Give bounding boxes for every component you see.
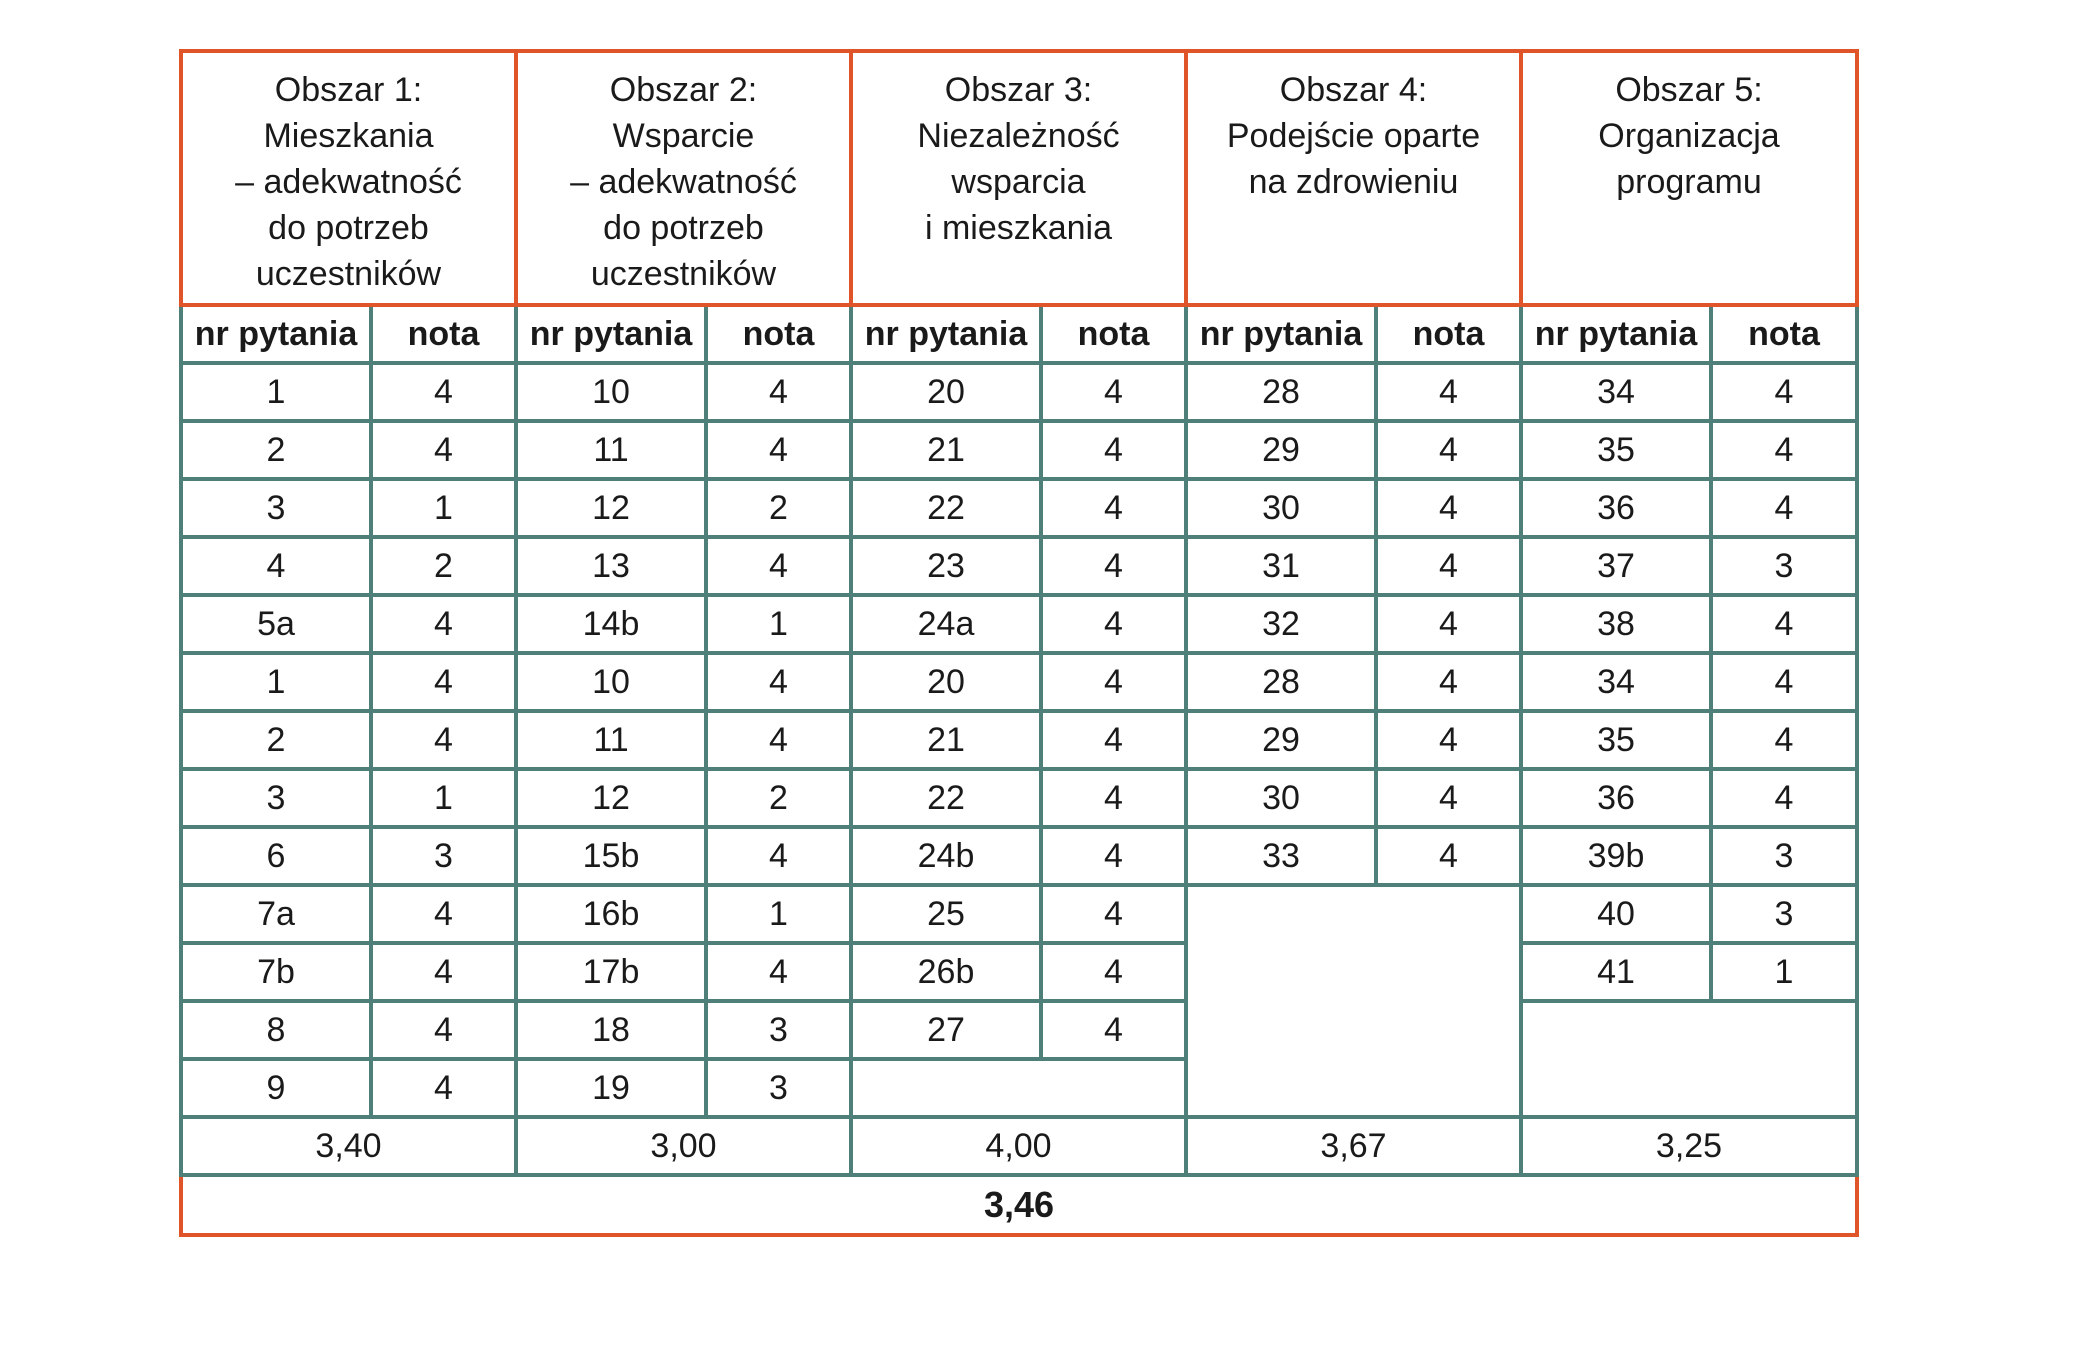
fidelity-score-table — [179, 49, 1859, 1237]
question-number-cell: 12 — [516, 479, 706, 537]
area-header-line: i mieszkania — [924, 209, 1113, 247]
score-cell: 4 — [706, 537, 851, 595]
score-cell: 4 — [371, 885, 516, 943]
question-number-header: nr pytania — [851, 305, 1041, 363]
table-row — [181, 653, 1857, 711]
score-cell: 4 — [1376, 479, 1521, 537]
question-number-cell: 8 — [181, 1001, 371, 1059]
area-header-4 — [1186, 51, 1521, 305]
score-cell: 4 — [1041, 711, 1186, 769]
score-cell: 4 — [1041, 885, 1186, 943]
question-number-cell: 14b — [516, 595, 706, 653]
question-number-cell: 36 — [1521, 479, 1711, 537]
question-number-cell: 28 — [1186, 363, 1376, 421]
question-number-cell: 30 — [1186, 769, 1376, 827]
score-header: nota — [1041, 305, 1186, 363]
table-row — [181, 827, 1857, 885]
score-cell: 3 — [1711, 885, 1857, 943]
score-cell: 4 — [1041, 827, 1186, 885]
score-cell: 4 — [1041, 421, 1186, 479]
question-number-cell: 35 — [1521, 421, 1711, 479]
area-average-2: 3,00 — [516, 1117, 851, 1175]
area-header-3 — [851, 51, 1186, 305]
area-header-line: do potrzeb — [268, 209, 429, 247]
area-header-line: Niezależność — [917, 117, 1120, 155]
question-number-cell: 3 — [181, 479, 371, 537]
question-number-cell: 3 — [181, 769, 371, 827]
score-cell: 4 — [706, 363, 851, 421]
score-cell: 4 — [1711, 421, 1857, 479]
area-header-line: Obszar 4: — [1279, 71, 1428, 109]
question-number-cell: 31 — [1186, 537, 1376, 595]
question-number-cell: 7b — [181, 943, 371, 1001]
question-number-cell: 2 — [181, 421, 371, 479]
score-cell: 4 — [1711, 653, 1857, 711]
score-cell: 4 — [1041, 595, 1186, 653]
question-number-cell: 30 — [1186, 479, 1376, 537]
score-cell: 4 — [371, 653, 516, 711]
score-cell: 4 — [371, 363, 516, 421]
area-average-1: 3,40 — [181, 1117, 516, 1175]
area-header-line: Organizacja — [1598, 117, 1780, 155]
table-row — [181, 421, 1857, 479]
table-row — [181, 885, 1857, 943]
score-cell: 4 — [1376, 363, 1521, 421]
question-number-cell: 41 — [1521, 943, 1711, 1001]
score-cell: 4 — [1376, 595, 1521, 653]
question-number-cell: 24b — [851, 827, 1041, 885]
score-cell: 4 — [371, 595, 516, 653]
fidelity-score-table-frame — [179, 49, 1855, 1237]
table-row — [181, 595, 1857, 653]
table-row — [181, 943, 1857, 1001]
question-number-cell: 7a — [181, 885, 371, 943]
question-number-cell: 19 — [516, 1059, 706, 1117]
score-cell: 4 — [1041, 479, 1186, 537]
score-cell: 4 — [371, 1059, 516, 1117]
empty-cell — [1186, 885, 1521, 1117]
score-cell: 1 — [706, 885, 851, 943]
area-header-line: na zdrowieniu — [1248, 163, 1459, 201]
score-cell: 4 — [706, 421, 851, 479]
score-cell: 4 — [706, 827, 851, 885]
score-cell: 4 — [1711, 595, 1857, 653]
area-header-line: Podejście oparte — [1226, 117, 1481, 155]
area-header-line: wsparcia — [951, 163, 1086, 201]
area-average-4: 3,67 — [1186, 1117, 1521, 1175]
area-header-line: do potrzeb — [603, 209, 764, 247]
question-number-cell: 39b — [1521, 827, 1711, 885]
area-header-line: Obszar 2: — [609, 71, 758, 109]
table-row — [181, 711, 1857, 769]
score-cell: 4 — [1376, 827, 1521, 885]
empty-cell — [1521, 1001, 1857, 1117]
score-cell: 4 — [706, 943, 851, 1001]
score-cell: 4 — [1376, 421, 1521, 479]
score-cell: 4 — [1376, 537, 1521, 595]
question-number-cell: 40 — [1521, 885, 1711, 943]
question-number-header: nr pytania — [1186, 305, 1376, 363]
question-number-cell: 21 — [851, 711, 1041, 769]
question-number-cell: 24a — [851, 595, 1041, 653]
score-cell: 4 — [371, 943, 516, 1001]
score-cell: 4 — [1711, 769, 1857, 827]
score-cell: 3 — [706, 1059, 851, 1117]
area-header-line: Obszar 5: — [1615, 71, 1763, 109]
question-number-cell: 38 — [1521, 595, 1711, 653]
score-cell: 4 — [1041, 363, 1186, 421]
question-number-cell: 25 — [851, 885, 1041, 943]
area-header-1 — [181, 51, 516, 305]
table-row — [181, 1001, 1857, 1059]
score-cell: 1 — [371, 479, 516, 537]
score-cell: 4 — [371, 421, 516, 479]
question-number-header: nr pytania — [181, 305, 371, 363]
area-header-2 — [516, 51, 851, 305]
question-number-cell: 17b — [516, 943, 706, 1001]
score-cell: 4 — [1376, 711, 1521, 769]
score-header: nota — [706, 305, 851, 363]
question-number-cell: 1 — [181, 363, 371, 421]
score-cell: 3 — [371, 827, 516, 885]
score-header: nota — [1376, 305, 1521, 363]
question-number-cell: 1 — [181, 653, 371, 711]
question-number-cell: 29 — [1186, 421, 1376, 479]
score-cell: 4 — [1711, 711, 1857, 769]
score-cell: 4 — [706, 711, 851, 769]
question-number-cell: 29 — [1186, 711, 1376, 769]
score-cell: 4 — [1041, 943, 1186, 1001]
question-number-cell: 34 — [1521, 653, 1711, 711]
score-cell: 3 — [1711, 537, 1857, 595]
area-header-line: programu — [1616, 163, 1762, 201]
score-cell: 3 — [706, 1001, 851, 1059]
question-number-cell: 27 — [851, 1001, 1041, 1059]
score-cell: 4 — [1711, 479, 1857, 537]
score-header: nota — [1711, 305, 1857, 363]
question-number-cell: 20 — [851, 363, 1041, 421]
score-cell: 4 — [1376, 769, 1521, 827]
score-cell: 4 — [706, 653, 851, 711]
question-number-cell: 34 — [1521, 363, 1711, 421]
question-number-header: nr pytania — [516, 305, 706, 363]
question-number-cell: 2 — [181, 711, 371, 769]
total-row — [181, 1175, 1857, 1235]
score-cell: 4 — [1041, 1001, 1186, 1059]
score-cell: 4 — [1041, 537, 1186, 595]
score-cell: 2 — [371, 537, 516, 595]
question-number-cell: 28 — [1186, 653, 1376, 711]
area-header-line: Obszar 3: — [944, 71, 1093, 109]
question-number-cell: 12 — [516, 769, 706, 827]
question-number-cell: 10 — [516, 653, 706, 711]
question-number-cell: 37 — [1521, 537, 1711, 595]
empty-cell — [851, 1059, 1186, 1117]
question-number-cell: 13 — [516, 537, 706, 595]
question-number-cell: 36 — [1521, 769, 1711, 827]
question-number-cell: 22 — [851, 769, 1041, 827]
question-number-cell: 9 — [181, 1059, 371, 1117]
table-row — [181, 537, 1857, 595]
area-average-3: 4,00 — [851, 1117, 1186, 1175]
question-number-header: nr pytania — [1521, 305, 1711, 363]
average-row — [181, 1117, 1857, 1175]
score-cell: 4 — [1041, 653, 1186, 711]
table-row — [181, 363, 1857, 421]
question-number-cell: 20 — [851, 653, 1041, 711]
question-number-cell: 26b — [851, 943, 1041, 1001]
score-cell: 4 — [1711, 363, 1857, 421]
question-number-cell: 22 — [851, 479, 1041, 537]
score-cell: 1 — [1711, 943, 1857, 1001]
question-number-cell: 16b — [516, 885, 706, 943]
area-header-line: – adekwatność — [570, 163, 797, 201]
score-cell: 2 — [706, 479, 851, 537]
question-number-cell: 4 — [181, 537, 371, 595]
score-cell: 1 — [371, 769, 516, 827]
score-cell: 1 — [706, 595, 851, 653]
question-number-cell: 33 — [1186, 827, 1376, 885]
question-number-cell: 18 — [516, 1001, 706, 1059]
area-header-5 — [1521, 51, 1857, 305]
question-number-cell: 11 — [516, 711, 706, 769]
area-header-row — [181, 51, 1857, 305]
area-header-line: uczestników — [255, 255, 442, 293]
score-cell: 2 — [706, 769, 851, 827]
question-number-cell: 6 — [181, 827, 371, 885]
area-header-line: Wsparcie — [612, 117, 755, 155]
question-number-cell: 11 — [516, 421, 706, 479]
question-number-cell: 32 — [1186, 595, 1376, 653]
area-header-line: Obszar 1: — [274, 71, 423, 109]
question-number-cell: 23 — [851, 537, 1041, 595]
column-label-row — [181, 305, 1857, 363]
table-row — [181, 479, 1857, 537]
score-cell: 3 — [1711, 827, 1857, 885]
area-header-line: Mieszkania — [263, 117, 434, 155]
total-score: 3,46 — [181, 1175, 1857, 1235]
table-row — [181, 769, 1857, 827]
area-average-5: 3,25 — [1521, 1117, 1857, 1175]
question-number-cell: 10 — [516, 363, 706, 421]
question-number-cell: 15b — [516, 827, 706, 885]
question-number-cell: 35 — [1521, 711, 1711, 769]
score-cell: 4 — [1376, 653, 1521, 711]
question-number-cell: 21 — [851, 421, 1041, 479]
score-header: nota — [371, 305, 516, 363]
question-number-cell: 5a — [181, 595, 371, 653]
area-header-line: uczestników — [590, 255, 777, 293]
score-cell: 4 — [1041, 769, 1186, 827]
score-cell: 4 — [371, 711, 516, 769]
score-cell: 4 — [371, 1001, 516, 1059]
area-header-line: – adekwatność — [235, 163, 462, 201]
